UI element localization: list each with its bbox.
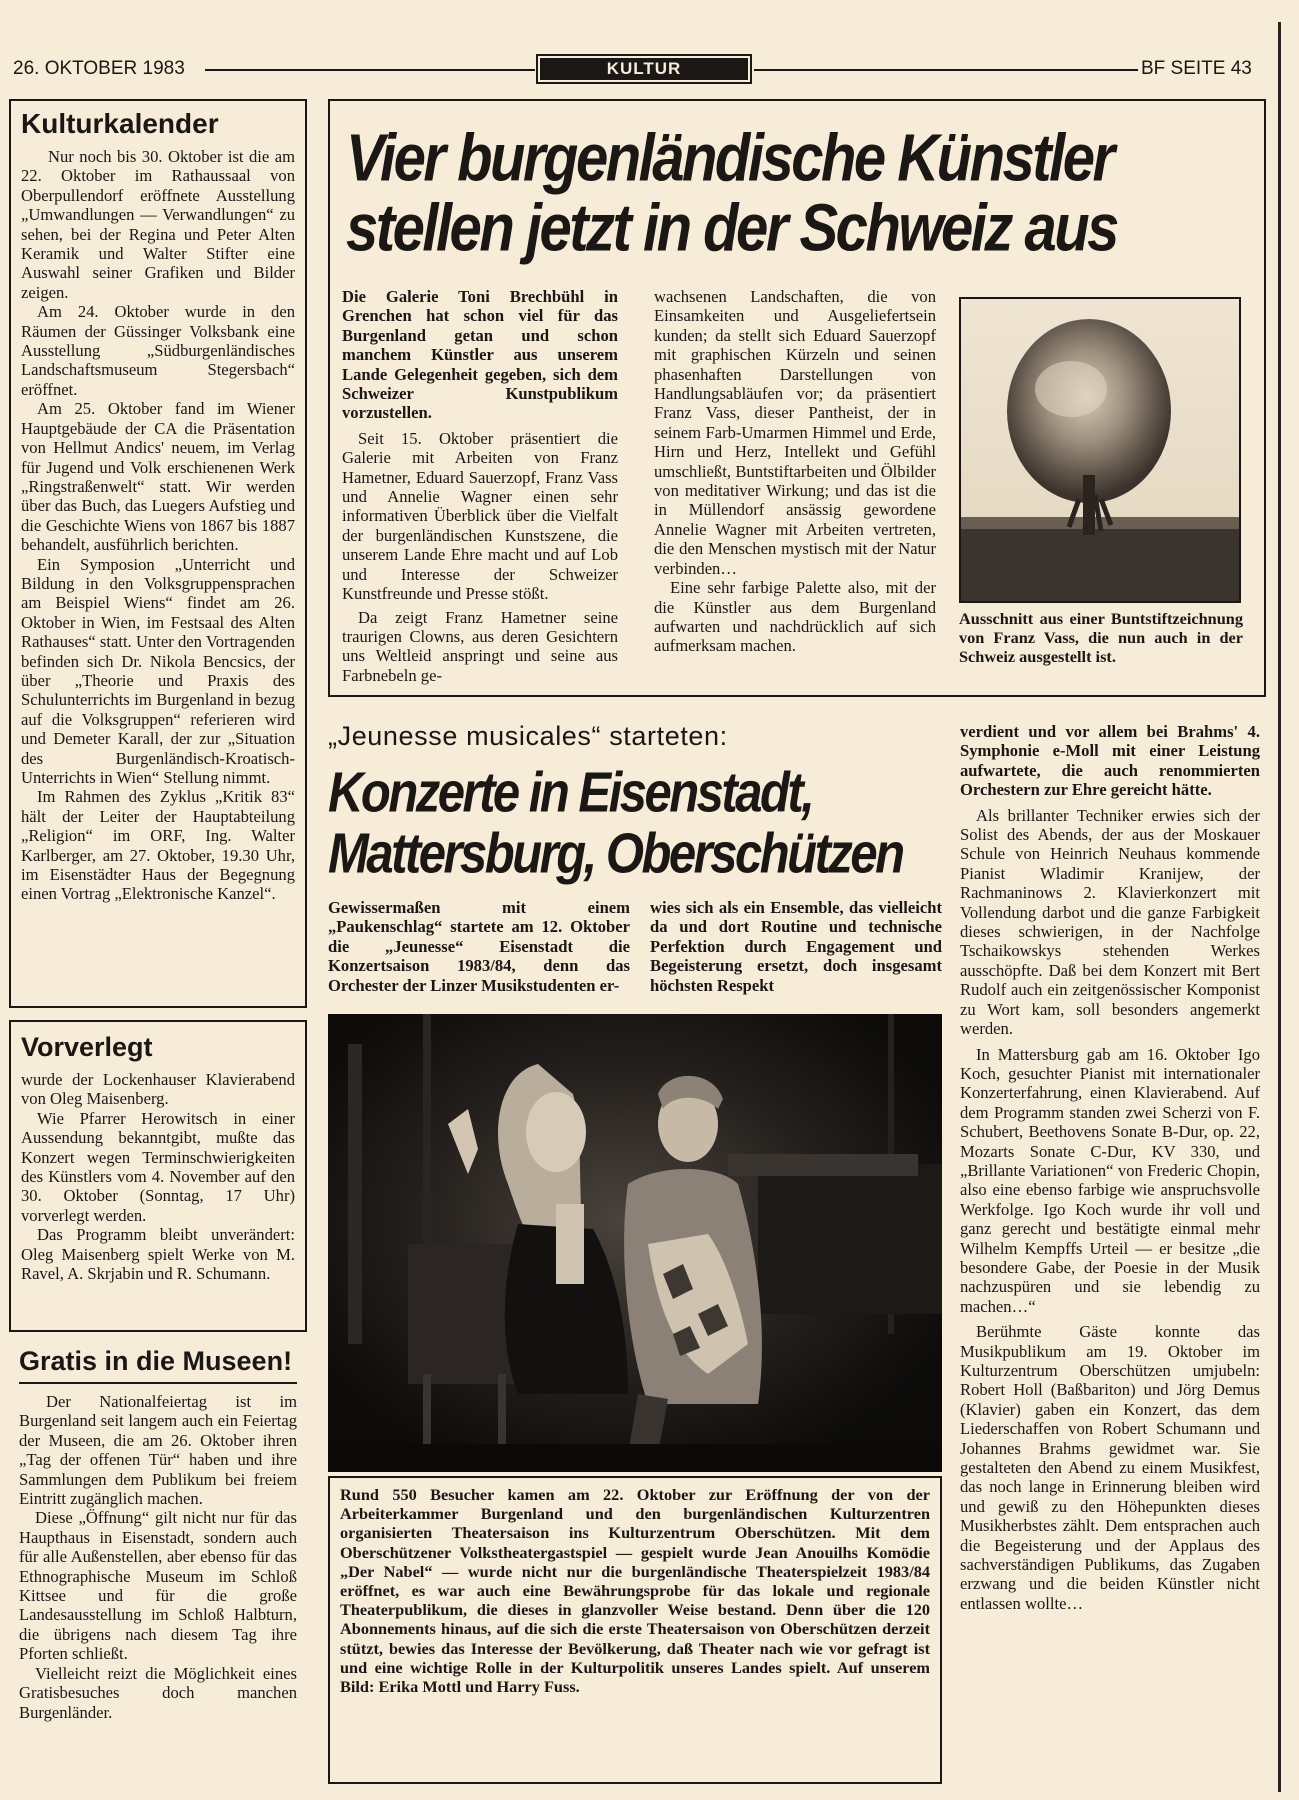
konzerte-paragraph: In Mattersburg gab am 16. Oktober Igo Koch, gesuchter Pianist mit internationaler Konzerterfahrung, einen Klavierabend. Auf dem Programm standen zwei Scherzi von F. Schubert, Beethovens Sonate B-Dur, op. 22, Mozarts Sonate C-Dur, KV 330, und „Brillante Variationen“ von Frederic Chopin, also eine ebenso farbige wie anspruchsvolle Werkfolge. Igo Koch wurde ihr voll und ganz gerecht und bestätigte einmal mehr Wilhelm Kempffs Urteil — er besitze „die besondere Gabe, der Poesie in der Musik nachzuspüren und sie lebendig zu machen…“ bbox=[960, 1044, 1260, 1316]
theater-photo-caption: Rund 550 Besucher kamen am 22. Oktober zur Eröffnung der von der Arbeiterkammer Burgenland und den burgenländischen Kulturzentren organisierten Theatersaison ins Kulturzentrum Oberschützen. Mit dem Oberschützener Volkstheatergastspiel — gespielt wurde Jean Anouilhs Komödie „Der Nabel“ — wurde nicht nur die burgenländische Theaterspielzeit 1983/84 eröffnet, es war auch eine Bewährungsprobe für das lokale und regionale Theaterpublikum, die dieses in glanzvoller Weise bestand. Denn über die 120 Abonnements hinaus, auf die sich die erste Theatersaison von Oberschützen derzeit stützt, bewies das Interesse der Bevölkerung, daß Theater nach wie vor gefragt ist und eine wichtige Rolle in der Kulturpolitik unseres Landes spielt. Auf unserem Bild: Erika Mottl und Harry Fuss. bbox=[340, 1485, 930, 1697]
konzerte-headline-line: Mattersburg, Oberschützen bbox=[328, 823, 903, 886]
vorverlegt-paragraph: Das Programm bleibt unverändert: Oleg Maisenberg spielt Werke von M. Ravel, A. Skrjabin und R. Schumann. bbox=[21, 1225, 295, 1284]
konzerte-column-2 bbox=[650, 898, 942, 995]
page-number: BF SEITE 43 bbox=[1141, 58, 1252, 79]
konzerte-headline bbox=[328, 762, 968, 886]
kuenstler-paragraph: Eine sehr farbige Palette also, mit der die Künstler aus dem Burgenland aufwarten und nachdrücklich auf sich aufmerksam machen. bbox=[654, 578, 936, 656]
kulturkalender-box bbox=[9, 99, 307, 1008]
kuenstler-headline-line: stellen jetzt in der Schweiz aus bbox=[346, 190, 1117, 266]
issue-date: 26. OKTOBER 1983 bbox=[13, 58, 185, 79]
kuenstler-paragraph: Da zeigt Franz Hametner seine traurigen Clowns, aus deren Gesichtern uns Weltleid anspringt und seine aus Farbnebeln ge- bbox=[342, 607, 618, 685]
konzerte-column-1 bbox=[328, 898, 630, 995]
kulturkalender-paragraph: Ein Symposion „Unterricht und Bildung in den Volksgruppensprachen am Beispiel Wiens“ findet am 26. Oktober in Wien, im Festsaal des Alten Rathauses“ statt. Unter den Vortragenden befinden sich Dr. Nikola Bencsics, der über „Theorie und Praxis des Schulunterrichts im Burgenland in bezug auf die Volksgruppen“ referieren wird und Demeter Karall, der zur „Situation des Burgenländisch-Kroatisch-Unterrichts in Wien“ Stellung nimmt. bbox=[21, 554, 295, 787]
kulturkalender-paragraph: Im Rahmen des Zyklus „Kritik 83“ hält der Leiter der Hauptabteilung „Religion“ im ORF, Ing. Walter Karlberger, am 27. Oktober, 19.30 Uhr, im Eisenstädter Haus der Begegnung einen Vortrag „Elektronische Kanzel“. bbox=[21, 787, 295, 904]
header-rule-right bbox=[754, 69, 1138, 71]
gratis-title-rule bbox=[19, 1382, 297, 1384]
gratis-paragraph: Vielleicht reizt die Möglichkeit eines Gratisbesuches doch manchen Burgenländer. bbox=[19, 1663, 297, 1722]
kulturkalender-paragraph: Nur noch bis 30. Oktober ist die am 22. Oktober im Rathaussaal von Oberpullendorf eröffnete Ausstellung „Umwandlungen — Verwandlungen“ zu sehen, bei der Regina und Peter Alten Keramik und Walter Stifter eine Auswahl seiner Grafiken und Bilder zeigen. bbox=[21, 147, 295, 302]
page-edge-line bbox=[1278, 22, 1281, 1792]
konzerte-paragraph: Als brillanter Techniker erwies sich der Solist des Abends, der aus der Moskauer Schule von Heinrich Neuhaus kommende Pianist Wladimir Kranijew, der Rachmaninows 2. Klavierkonzert mit Vollendung darbot und die ganze Farbigkeit dieses schwierigen, in der Nachfolge Tschaikowskys stehenden Werkes ausschöpfte. Daß bei dem Konzert mit Bert Rudolf auch ein zeitgenössischer Komponist zu Wort kam, soll besonders angemerkt werden. bbox=[960, 805, 1260, 1039]
theater-scene-graphic bbox=[328, 1014, 942, 1472]
vorverlegt-box bbox=[9, 1020, 307, 1332]
theater-photo bbox=[328, 1014, 942, 1472]
kuenstler-paragraph: Seit 15. Oktober präsentiert die Galerie mit Arbeiten von Franz Hametner, Eduard Sauerzopf, Franz Vass und Annelie Wagner einen sehr informativen Überblick über die Vielfalt der burgenländischen Kunstszene, die unserem Lande Ehre macht und auf Lob und Interesse der Schweizer Kunstfreunde und Presse stößt. bbox=[342, 428, 618, 604]
header-rule-left bbox=[205, 69, 535, 71]
section-label: KULTUR bbox=[540, 58, 748, 80]
vorverlegt-title: Vorverlegt bbox=[21, 1032, 153, 1062]
vass-drawing-caption: Ausschnitt aus einer Buntstiftzeichnung von Franz Vass, die nun auch in der Schweiz ausgestellt ist. bbox=[959, 609, 1243, 667]
kuenstler-headline bbox=[346, 120, 1246, 266]
gratis-article bbox=[9, 1344, 307, 1784]
gratis-paragraph: Der Nationalfeiertag ist im Burgenland seit langem auch ein Feiertag der Museen, die am 26. Oktober ihren „Tag der offenen Tür“ haben und ihre Sammlungen dem Publikum bei freiem Eintritt zugänglich machen. bbox=[19, 1392, 297, 1509]
konzerte-kicker: „Jeunesse musicales“ starteten: bbox=[328, 721, 728, 751]
vass-drawing-image bbox=[959, 297, 1241, 603]
konzerte-lead: Gewissermaßen mit einem „Paukenschlag“ startete am 12. Oktober die „Jeunesse“ Eisenstadt die Konzertsaison 1983/84, denn das Orchester der Linzer Musikstudenten er- bbox=[328, 898, 630, 995]
kuenstler-column-2 bbox=[654, 287, 936, 656]
konzerte-lead: verdient und vor allem bei Brahms' 4. Symphonie e-Moll mit einer Leistung aufwartete, die auch renommierten Orchestern zur Ehre gereicht hätte. bbox=[960, 722, 1260, 800]
tree-drawing-graphic bbox=[961, 299, 1239, 601]
kulturkalender-paragraph: Am 25. Oktober fand im Wiener Hauptgebäude der CA die Präsentation von Hellmut Andics' neuem, im Verlag für Jugend und Volk erschienenen Werk „Ringstraßenwelt“ statt. Wir werden über das Buch, das Luegers Aufstieg und die Geschichte Wiens von 1867 bis 1887 behandelt, ausführlich berichten. bbox=[21, 399, 295, 555]
kulturkalender-title: Kulturkalender bbox=[21, 108, 219, 139]
konzerte-paragraph: Berühmte Gäste konnte das Musikpublikum am 19. Oktober im Kulturzentrum Oberschützen umjubeln: Robert Holl (Baßbariton) und Jörg Demus (Klavier) gaben ein Konzert, das dem Liederschaffen von Robert Schumann und Johannes Brahms gewidmet war. Sie gestalteten den Abend zu einem Musikfest, das noch lange in Erinnerung bleiben wird und gewiß zu den Höhepunkten dieses Musikherbstes zählt. Dem entsprachen auch die Begeisterung und der Applaus des sachverständigen Publikums, das Zugaben erzwang und die beiden Künstler nicht entlassen wollte… bbox=[960, 1322, 1260, 1613]
kuenstler-paragraph: wachsenen Landschaften, die von Einsamkeiten und Ausgeliefertsein kunden; da stellt sich Eduard Sauerzopf mit graphischen Kürzeln und seinen phasenhaften Darstellungen von Handlungsabläufen vor; da präsentiert Franz Vass, dieser Pantheist, der in seinem Farb-Umarmen Himmel und Erde, Hirn und Herz, Intellekt und Gefühl umschließt, Buntstiftarbeiten und Ölbilder von meditativer Wirkung; und das ist die in Müllendorf ansässig gewordene Annelie Wagner mit Arbeiten vertreten, die den Menschen mystisch mit der Natur verbinden… bbox=[654, 287, 936, 578]
konzerte-headline-line: Konzerte in Eisenstadt, bbox=[328, 762, 813, 825]
theater-caption-box bbox=[328, 1476, 942, 1784]
kuenstler-headline-line: Vier burgenländische Künstler bbox=[346, 120, 1113, 196]
konzerte-lead: wies sich als ein Ensemble, das vielleicht da und dort Routine und technische Perfektion durch Engagement und Begeisterung ersetzt, doch insgesamt höchsten Respekt bbox=[650, 898, 942, 995]
kuenstler-lead: Die Galerie Toni Brechbühl in Grenchen hat schon viel für das Burgenland getan und schon manchem Künstler aus unserem Lande Gelegenheit gegeben, sich dem Schweizer Kunstpublikum vorzustellen. bbox=[342, 287, 618, 423]
vorverlegt-paragraph: wurde der Lockenhauser Klavierabend von Oleg Maisenberg. bbox=[21, 1070, 295, 1109]
vorverlegt-paragraph: Wie Pfarrer Herowitsch in einer Aussendung bekanntgibt, mußte das Konzert wegen Terminschwierigkeiten des Künstlers vom 4. November auf den 30. Oktober (Sonntag, 17 Uhr) vorverlegt werden. bbox=[21, 1108, 295, 1225]
gratis-title: Gratis in die Museen! bbox=[19, 1346, 293, 1376]
kuenstler-article-box bbox=[328, 99, 1266, 697]
kulturkalender-paragraph: Am 24. Oktober wurde in den Räumen der Güssinger Volksbank eine Ausstellung „Südburgenländisches Landschaftsmuseum Stegersbach“ eröffnet. bbox=[21, 302, 295, 399]
section-badge bbox=[536, 54, 752, 84]
kuenstler-column-1 bbox=[342, 287, 618, 685]
gratis-paragraph: Diese „Öffnung“ gilt nicht nur für das Haupthaus in Eisenstadt, sondern auch für alle Außenstellen, aber ebenso für das Ethnographische Museum im Schloß Kittsee und für die große Landesausstellung im Schloß Halbturn, die übrigens nach diesem Tag ihre Pforten schließt. bbox=[19, 1508, 297, 1664]
konzerte-column-3 bbox=[960, 722, 1260, 1613]
